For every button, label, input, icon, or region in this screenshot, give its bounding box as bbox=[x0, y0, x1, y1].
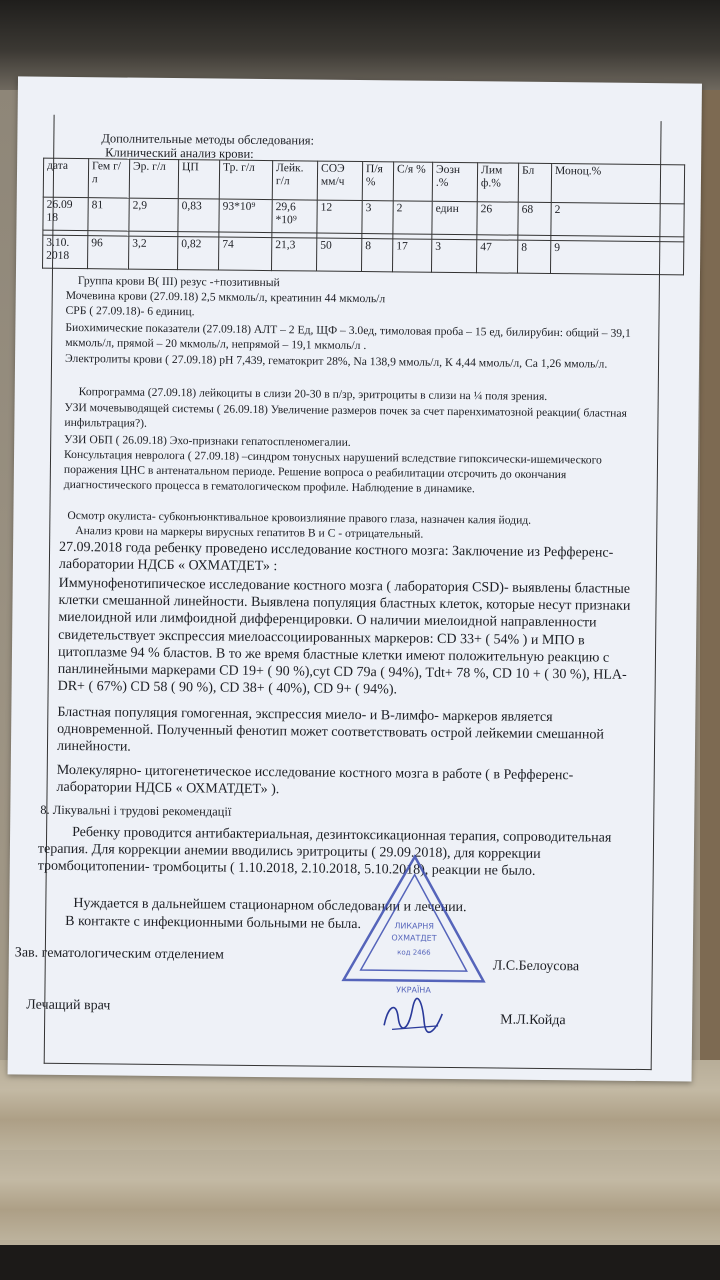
table-header-cell: П/я % bbox=[362, 162, 393, 201]
table-cell: 12 bbox=[317, 200, 362, 233]
table-header-cell: С/я % bbox=[393, 162, 432, 201]
table-cell: 3.10. 2018 bbox=[43, 235, 88, 268]
table-cell: 74 bbox=[219, 237, 272, 271]
table-header-cell: СОЭ мм/ч bbox=[317, 161, 362, 200]
attending-doctor-label: Лечащий врач bbox=[26, 997, 111, 1014]
table-header-cell: Моноц.% bbox=[551, 164, 684, 204]
biochemistry-line: Биохимические показатели (27.09.18) АЛТ – 2 Ед, ЩФ – 3.0ед, тимоловая проба – 15 ед, билирубин: общий – 39,1 мкмоль/л, прямой – 20 мкмоль/л, непрямой – 19,1 мкмоль/л . bbox=[65, 320, 631, 353]
table-header-cell: Лейк. г/л bbox=[272, 161, 317, 200]
blood-analysis-table bbox=[42, 158, 685, 276]
table-cell: 8 bbox=[517, 240, 550, 273]
table-cell: 26.09 18 bbox=[43, 197, 88, 230]
attending-doctor-name: М.Л.Койда bbox=[500, 1012, 566, 1029]
table-header-cell: дата bbox=[43, 158, 88, 197]
table-cell: 26 bbox=[477, 202, 518, 235]
table-cell: 47 bbox=[476, 240, 517, 273]
table-cell: 29,6 *10⁹ bbox=[272, 200, 317, 233]
handwritten-signature bbox=[378, 995, 448, 1036]
hospital-stamp bbox=[338, 848, 490, 1000]
table-cell: 81 bbox=[88, 198, 129, 231]
ultrasound-abdomen-line: УЗИ ОБП ( 26.09.18) Эхо-признаки гепатоспленомегалии. bbox=[64, 432, 351, 449]
hepatitis-line: Анализ крови на маркеры вирусных гепатитов В и С - отрицательный. bbox=[75, 524, 424, 541]
document-page bbox=[8, 76, 702, 1081]
table-cell: 2 bbox=[393, 201, 432, 234]
table-cell: един bbox=[432, 201, 477, 234]
ultrasound-urinary-line: УЗИ мочевыводящей системы ( 26.09.18) Увеличение размеров почек за счет паренхиматозной реакции( бластная инфильтрация?). bbox=[64, 400, 627, 430]
table-header-cell: ЦП bbox=[178, 160, 219, 199]
table-cell: 2 bbox=[551, 203, 684, 237]
table-header-cell: Лим ф.% bbox=[477, 163, 518, 202]
bone-marrow-intro: 27.09.2018 года ребенку проведено исследование костного мозга: Заключение из Рефференс-лаборатории НДСБ « ОХМАТДЕТ» : bbox=[58, 539, 614, 575]
subsection-heading: Клинический анализ крови: bbox=[105, 145, 254, 161]
recommendations-title: 8. Лікувальні і трудові рекомендації bbox=[40, 802, 232, 819]
table-header-cell: Гем г/л bbox=[88, 159, 129, 198]
table-row bbox=[43, 235, 684, 275]
coprogram-line: Копрограмма (27.09.18) лейкоциты в слизи 20-30 в п/зр, эритроциты в слизи на ¼ поля зрения. bbox=[78, 385, 548, 403]
table-cell: 8 bbox=[361, 239, 392, 272]
stamp-text-line: ОХМАТДЕТ bbox=[391, 933, 437, 943]
table-cell: 3,2 bbox=[129, 236, 178, 270]
table-header-row bbox=[43, 158, 684, 204]
blood-group-line: Группа крови В( III) резус -+позитивный bbox=[77, 274, 280, 290]
table-header-cell: Эозн .% bbox=[432, 162, 477, 201]
blast-population-paragraph: Бластная популяция гомогенная, экспрессия миело- и В-лимфо- маркеров является одновременной. Полученный фенотип может соответствовать острой лейкемии смешанной линейности. bbox=[56, 704, 605, 756]
table-cell: 17 bbox=[392, 239, 431, 272]
table-cell: 3 bbox=[362, 201, 393, 234]
table-cell: 50 bbox=[316, 238, 361, 271]
immunophenotype-paragraph: Иммунофенотипическое исследование костного мозга ( лаборатория CSD)- выявлены бластные клетки смешанной линейности. Выявлена популяция бластных клеток, которые несут признаки миелоидной или лимфоидной дифференцировки. О наличии миелоидной направленности свидетельствует экспрессия миелоассоциированных маркеров: CD 33+ ( 54% ) и МПО в цитоплазме 94 % бластов. В то же время бластные клетки имеют положительную реакцию с панлинейными маркерами CD 19+ ( 90 %),cyt CD 79a ( 94%), Tdt+ 78 %, CD 10 + ( 30 %), HLA-DR+ ( 67%) CD 58 ( 90 %), CD 38+ ( 40%), CD 9+ ( 94%). bbox=[57, 575, 631, 698]
urea-line: Мочевина крови (27.09.18) 2,5 мкмоль/л, креатинин 44 мкмоль/л bbox=[65, 288, 386, 306]
table-cell: 3 bbox=[431, 239, 476, 272]
table-cell: 96 bbox=[88, 236, 129, 269]
stamp-text-line: код 2466 bbox=[397, 948, 431, 957]
stamp-graphic bbox=[338, 848, 490, 1000]
table-cell: 2,9 bbox=[129, 198, 178, 232]
table-header-cell: Тр. г/л bbox=[219, 160, 272, 200]
further-treatment-line: Нуждается в дальнейшем стационарном обследовании и лечении. bbox=[73, 896, 467, 916]
table-cell: 93*10⁹ bbox=[219, 199, 272, 233]
table-header-cell: Бл bbox=[518, 163, 551, 202]
ophthalmologist-line: Осмотр окулиста- субконъюнктивальное кровоизлияние правого глаза, назначен калия йодид. bbox=[67, 508, 532, 527]
table-cell: 9 bbox=[550, 241, 683, 275]
table-cell: 21,3 bbox=[271, 238, 316, 271]
table-header-cell: Эр. г/л bbox=[129, 159, 178, 199]
table-cell: 0,82 bbox=[178, 237, 219, 270]
section-heading: Дополнительные методы обследования: bbox=[101, 131, 315, 148]
desk-background-right bbox=[700, 90, 720, 1060]
molecular-paragraph: Молекулярно- цитогенетическое исследование костного мозга в работе ( в Рефференс-лаборатории НДСБ « ОХМАТДЕТ» ). bbox=[56, 762, 574, 798]
head-of-department-name: Л.С.Белоусова bbox=[492, 958, 580, 975]
crp-line: СРБ ( 27.09.18)- 6 единиц. bbox=[65, 303, 195, 319]
electrolytes-line: Электролиты крови ( 27.09.18) рН 7,439, гематокрит 28%, Na 138,9 ммоль/л, К 4,44 ммоль/л, Са 1,26 ммоль/л. bbox=[65, 351, 608, 371]
contact-line: В контакте с инфекционными больными не была. bbox=[65, 913, 362, 933]
therapy-paragraph: Ребенку проводится антибактериальная, дезинтоксикационная терапия, сопроводительная терапия. Для коррекции анемии вводились эритроциты ( 29.09.2018), для коррекции тромбоцитопении- тромбоциты ( 1.10.2018, 2.10.2018, 5.10.2018), реакции не было. bbox=[37, 825, 612, 880]
desk-edge bbox=[0, 1245, 720, 1280]
table-cell: 0,83 bbox=[178, 199, 219, 232]
head-of-department-label: Зав. гематологическим отделением bbox=[14, 945, 224, 963]
stamp-bottom-text: УКРАЇНА bbox=[396, 985, 431, 995]
table-cell: 68 bbox=[518, 202, 551, 235]
stamp-text-line: ЛИКАРНЯ bbox=[394, 921, 434, 931]
neurologist-line: Консультация невролога ( 27.09.18) –синдром тонусных нарушений вследствие гипоксически-ишемического поражения ЦНС в антенатальном периоде. Решение вопроса о реабилитации отсрочить до окончания диагностического процесса в гематологическом профиле. Наблюдение в динамике. bbox=[63, 447, 602, 496]
